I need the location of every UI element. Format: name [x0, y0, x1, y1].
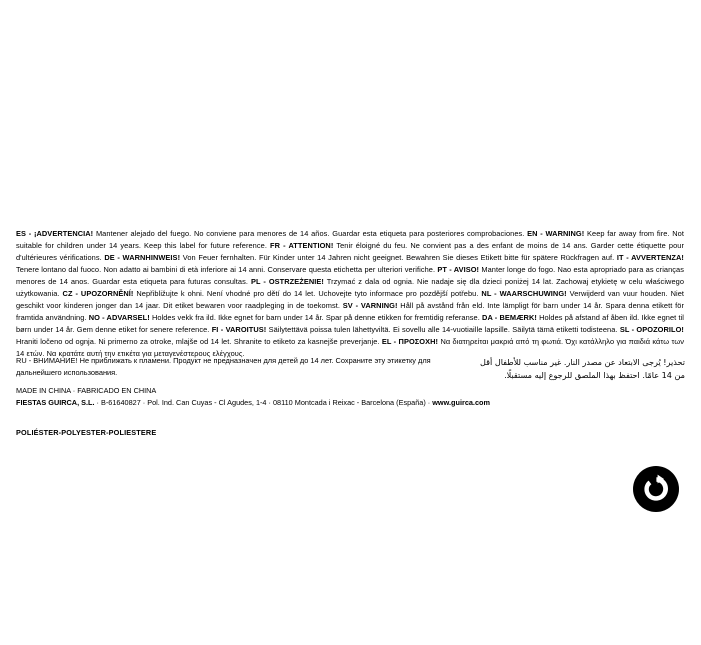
warning-lang-sl: SL - OPOZORILO! [619, 324, 684, 334]
warning-text-cz: Nepřibližujte k ohni. Není vhodné pro dětí do 14 let. Uchovejte tyto informace pro pozdější potřebu. [136, 288, 479, 298]
warning-lang-fr: FR - ATTENTION! [270, 240, 334, 250]
warning-text-pt: Manter longe do fogo. Nao esta apropriado para as crianças menores de 14 anos. Guardar esta etiqueta para futuras consultas. [16, 264, 684, 286]
warning-text-es: Mantener alejado del fuego. No conviene para menores de 14 años. Guardar esta etiqueta para posteriores comprobaciones. [95, 229, 525, 238]
warning-text-fi: Säilytettävä poissa tulen lähettyviltä. Ei sovellu alle 14-vuotiaille lapsille. Säilytä tämä etiketti todisteena. [268, 324, 618, 334]
made-in-line: MADE IN CHINA · FABRICADO EN CHINA [16, 386, 157, 395]
russian-warning [16, 355, 436, 379]
warning-text-no: Holdes vekk fra ild. Ikke egnet for barn under 14 år. Spar på denne etikken for fremtidig referanse. [151, 312, 480, 322]
warning-lang-pt: PT - AVISO! [437, 264, 480, 274]
warning-text-en: Keep far away from fire. Not suitable for children under 14 years. Keep this label for future reference. [16, 229, 684, 250]
multilingual-warning-paragraph [16, 228, 684, 360]
warning-lang-pl: PL - OSTRZEŻENIE! [250, 276, 324, 286]
material-composition: POLIÉSTER-POLYESTER-POLIESTERE [16, 428, 157, 437]
warning-lang-no: NO - ADVARSEL! [88, 312, 150, 322]
warning-lang-sv: SV - VARNING! [342, 300, 398, 310]
warning-text-da: Holdes på afstand af åben ild. Ikke egnet til børn under 14 år. Gem denne etiket for senere reference. [16, 312, 684, 334]
arabic-warning-line-2: من 14 عامًا. احتفظ بهذا الملصق للرجوع إليه مستقبلًا. [504, 370, 685, 381]
company-info-line [16, 397, 490, 409]
warning-text-ru: Не приближать к пламени. Продукт не предназначен для детей до 14 лет. Сохраните эту этикетку для дальнейшего использования. [16, 356, 431, 377]
warning-lang-it: IT - AVVERTENZA! [616, 252, 684, 262]
warning-text-pl: Trzymać z dala od ognia. Nie nadaje się dla dzieci poniżej 14 lat. Zachowaj etykietę w celu właściwego użytkowania. [16, 276, 685, 298]
warning-text-de: Von Feuer fernhalten. Für Kinder unter 14 Jahren nicht geeignet. Bewahren Sie dieses Etikett bitte für spätere Rückfragen auf. [182, 252, 615, 262]
warning-lang-fi: FI - VAROITUS! [211, 324, 267, 334]
warning-text-sv: Håll på avstånd från eld. Inte lämpligt för barn under 14 år. Spara denna etikett för framtida användning. [16, 300, 684, 322]
warning-lang-es: ES - ¡ADVERTENCIA! [16, 229, 94, 238]
company-details: · B-61640827 · Pol. Ind. Can Cuyas - Cl Agudes, 1-4 · 08110 Montcada i Reixac - Barcelona (España) · [94, 398, 433, 407]
arabic-warning-line-1: تحذير! يُرجى الابتعاد عن مصدر النار. غير مناسب للأطفال أقل [480, 357, 685, 367]
warning-lang-de: DE - WARNHINWEIS! [104, 252, 181, 262]
company-name: FIESTAS GUIRCA, S.L. [16, 398, 95, 407]
recycle-icon [633, 466, 679, 512]
warning-lang-da: DA - BEMÆRK! [482, 312, 537, 322]
warning-lang-ru: RU - ВНИМАНИЕ! [16, 356, 78, 365]
warning-text-it: Tenere lontano dal fuoco. Non adatto ai bambini di età inferiore ai 14 anni. Conservare questa etichetta per ulteriori verifiche. [16, 264, 436, 274]
warning-lang-nl: NL - WAARSCHUWING! [481, 288, 567, 298]
warning-text-nl: Verwijderd van vuur houden. Niet geschikt voor kinderen jonger dan 14 jaar. Dit etiket bewaren voor raadpleging in de toekomst. [16, 288, 685, 310]
company-website: www.guirca.com [432, 398, 490, 407]
warning-text-fr: Tenir éloigné du feu. Ne convient pas a des enfant de moins de 14 ans. Garder cette étiquette pour d'ultérieures vérifications. [16, 240, 684, 262]
warning-lang-el: EL - ΠΡΟΣΟΧΗ! [381, 336, 439, 346]
arabic-warning [457, 356, 685, 382]
warning-text-sl: Hraniti ločeno od ognja. Ni primerno za otroke, mlajše od 14 let. Shranite to etiketo za kasnejše preverjanje. [16, 336, 380, 346]
warning-lang-en: EN - WARNING! [527, 229, 585, 238]
warning-lang-cz: CZ - UPOZORNĚNÍ! [62, 288, 134, 298]
warning-text-el: Να διατηρείται μακριά από τη φωτιά. Όχι κατάλληλο για παιδιά κάτω των 14 ετών. Να κρατάτε αυτή την ετικέτα για μεταγενέστερους ελέγχους. [16, 336, 684, 358]
